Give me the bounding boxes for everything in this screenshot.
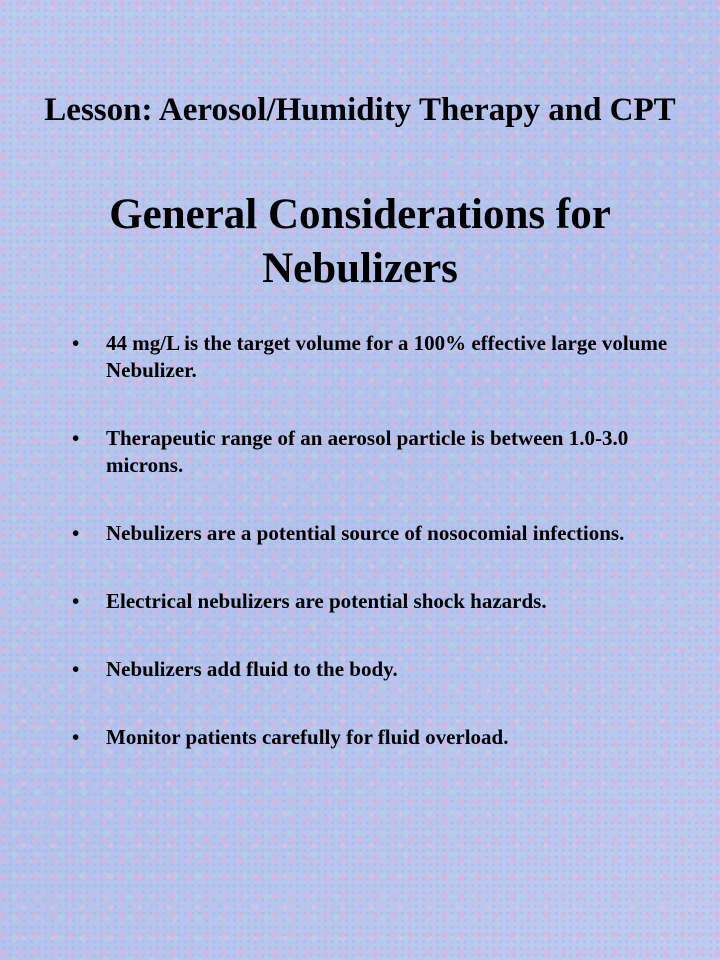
- bullet-list: [72, 330, 682, 792]
- bullet-item: [72, 520, 682, 547]
- bullet-text: 44 mg/L is the target volume for a 100% effective large volume Nebulizer.: [106, 331, 668, 382]
- bullet-icon: •: [72, 725, 80, 749]
- slide-title: General Considerations for Nebulizers: [109, 191, 611, 292]
- bullet-text: Nebulizers are a potential source of nosocomial infections.: [106, 521, 625, 545]
- bullet-item: [72, 425, 682, 479]
- bullet-text: Electrical nebulizers are potential shock hazards.: [106, 589, 547, 613]
- bullet-icon: •: [72, 426, 80, 450]
- lesson-title: Lesson: Aerosol/Humidity Therapy and CPT: [44, 92, 676, 128]
- bullet-icon: •: [72, 657, 80, 681]
- bullet-text: Monitor patients carefully for fluid overload.: [106, 725, 509, 749]
- bullet-item: [72, 656, 682, 683]
- bullet-icon: •: [72, 589, 80, 613]
- bullet-icon: •: [72, 331, 80, 355]
- bullet-text: Nebulizers add fluid to the body.: [106, 657, 398, 681]
- bullet-item: [72, 724, 682, 751]
- bullet-text: Therapeutic range of an aerosol particle is between 1.0-3.0 microns.: [106, 426, 629, 477]
- bullet-item: [72, 588, 682, 615]
- bullet-icon: •: [72, 521, 80, 545]
- bullet-item: [72, 330, 682, 384]
